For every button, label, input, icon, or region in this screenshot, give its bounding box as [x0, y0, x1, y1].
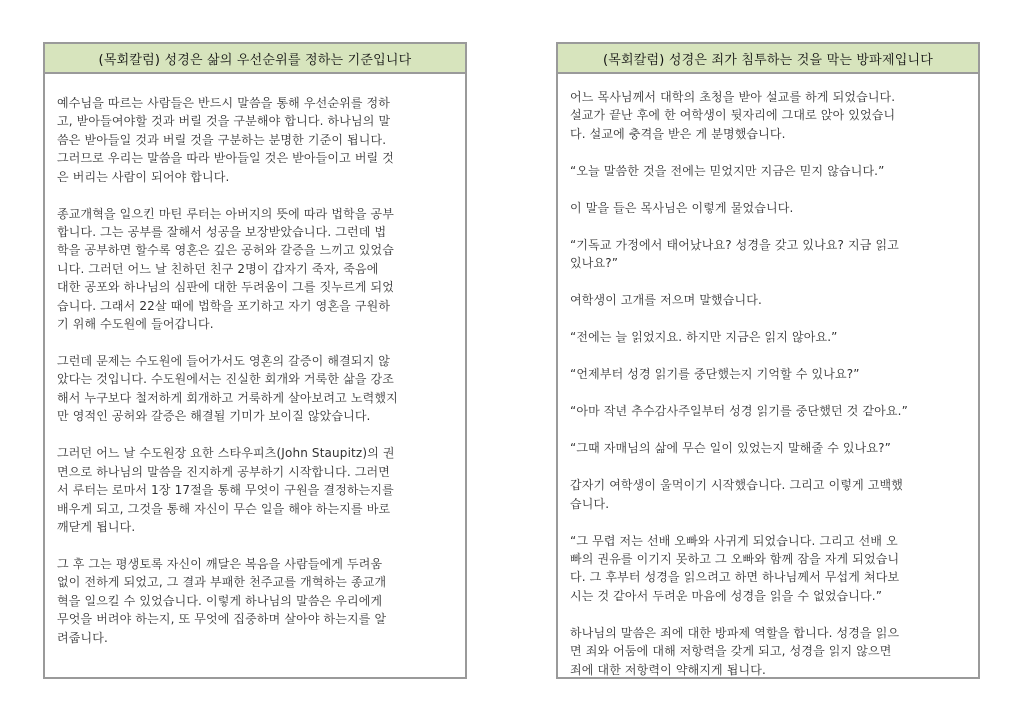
right-paragraph-3: 이 말을 들은 목사님은 이렇게 물었습니다.: [570, 200, 794, 215]
right-paragraph-9: “그때 자매님의 삶에 무슨 일이 있었는지 말해줄 수 있나요?”: [570, 441, 892, 456]
left-paragraph-3: 그런데 문제는 수도원에 들어가서도 영혼의 갈증이 해결되지 않 았다는 것입니다. 수도원에서는 진실한 회개와 거룩한 삶을 강조 해서 누구보다 철저하게 회개하고 거룩하게 살아보려고 노력했지 만 영적인 공허와 갈증은 해결될 기미가 보이질 않았습니다.: [57, 354, 398, 424]
right-column-title: (목회칼럼) 성경은 죄가 침투하는 것을 막는 방파제입니다: [556, 42, 980, 74]
right-paragraph-1: 어느 목사님께서 대학의 초청을 받아 설교를 하게 되었습니다. 설교가 끝난 후에 한 여학생이 뒷자리에 그대로 앉아 있었습니 다. 설교에 충격을 받은 게 분명했습니다.: [570, 90, 896, 141]
left-paragraph-4: 그러던 어느 날 수도원장 요한 스타우피츠(John Staupitz)의 권 면으로 하나님의 말씀을 진지하게 공부하기 시작합니다. 그러면 서 루터는 로마서 1장 17절을 통해 무엇이 구원을 결정하는지를 배우게 되고, 그것을 통해 자신이 무슨 일을 해야 하는지를 바로 깨닫게 됩니다.: [57, 446, 395, 534]
left-paragraph-1: 예수님을 따르는 사람들은 반드시 말씀을 통해 우선순위를 정하 고, 받아들여야할 것과 버릴 것을 구분해야 합니다. 하나님의 말 씀은 받아들일 것과 버릴 것을 구분하는 분명한 기준이 됩니다. 그러므로 우리는 말씀을 따라 받아들일 것은 받아들이고 버릴 것 은 버리는 사람이 되어야 합니다.: [57, 96, 395, 184]
right-paragraph-4: “기독교 가정에서 태어났나요? 성경을 갖고 있나요? 지금 읽고 있나요?”: [570, 237, 899, 271]
right-paragraph-8: “아마 작년 추수감사주일부터 성경 읽기를 중단했던 것 같아요.”: [570, 404, 909, 419]
left-column-title: (목회칼럼) 성경은 삶의 우선순위를 정하는 기준입니다: [43, 42, 467, 74]
left-paragraph-5: 그 후 그는 평생토록 자신이 깨달은 복음을 사람들에게 두려움 없이 전하게 되었고, 그 결과 부패한 천주교를 개혁하는 종교개 혁을 일으킬 수 있었습니다. 이렇게 하나님의 말씀은 우리에게 무엇을 버려야 하는지, 또 무엇에 집중하며 살아야 하는지를 알 려줍니다.: [57, 556, 387, 645]
left-column-box: [43, 42, 467, 679]
right-paragraph-6: “전에는 늘 읽었지요. 하지만 지금은 읽지 않아요.”: [570, 330, 838, 345]
left-paragraph-2: 종교개혁을 일으킨 마틴 루터는 아버지의 뜻에 따라 법학을 공부 합니다. 그는 공부를 잘해서 성공을 보장받았습니다. 그런데 법 학을 공부하면 할수록 영혼은 깊은 공허와 갈증을 느끼고 있었습 니다. 그러던 어느 날 친하던 친구 2명이 갑자기 죽자, 죽음에 대한 공포와 하나님의 심판에 대한 두려움이 그를 짓누르게 되었 습니다. 그래서 22살 때에 법학을 포기하고 자기 영혼을 구원하 기 위해 수도원에 들어갑니다.: [57, 206, 395, 332]
right-column-box: [556, 42, 980, 679]
right-column-body: [570, 88, 966, 679]
right-paragraph-12: 하나님의 말씀은 죄에 대한 방파제 역할을 합니다. 성경을 읽으 면 죄와 어둠에 대해 저항력을 갖게 되고, 성경을 읽지 않으면 죄에 대한 저항력이 약해지게 됩니다.: [570, 625, 900, 677]
left-column-body: [57, 94, 453, 647]
right-paragraph-11: “그 무렵 저는 선배 오빠와 사귀게 되었습니다. 그리고 선배 오 빠의 권유를 이기지 못하고 그 오빠와 함께 잠을 자게 되었습니 다. 그 후부터 성경을 읽으려고 하면 하나님께서 무섭게 쳐다보 시는 것 같아서 두려운 마음에 성경을 읽을 수 없었습니다.”: [570, 533, 900, 603]
right-paragraph-2: “오늘 말씀한 것을 전에는 믿었지만 지금은 믿지 않습니다.”: [570, 163, 885, 178]
right-paragraph-10: 갑자기 여학생이 울먹이기 시작했습니다. 그리고 이렇게 고백했 습니다.: [570, 478, 904, 511]
right-paragraph-7: “언제부터 성경 읽기를 중단했는지 기억할 수 있나요?”: [570, 367, 860, 382]
right-paragraph-5: 여학생이 고개를 저으며 말했습니다.: [570, 293, 762, 308]
